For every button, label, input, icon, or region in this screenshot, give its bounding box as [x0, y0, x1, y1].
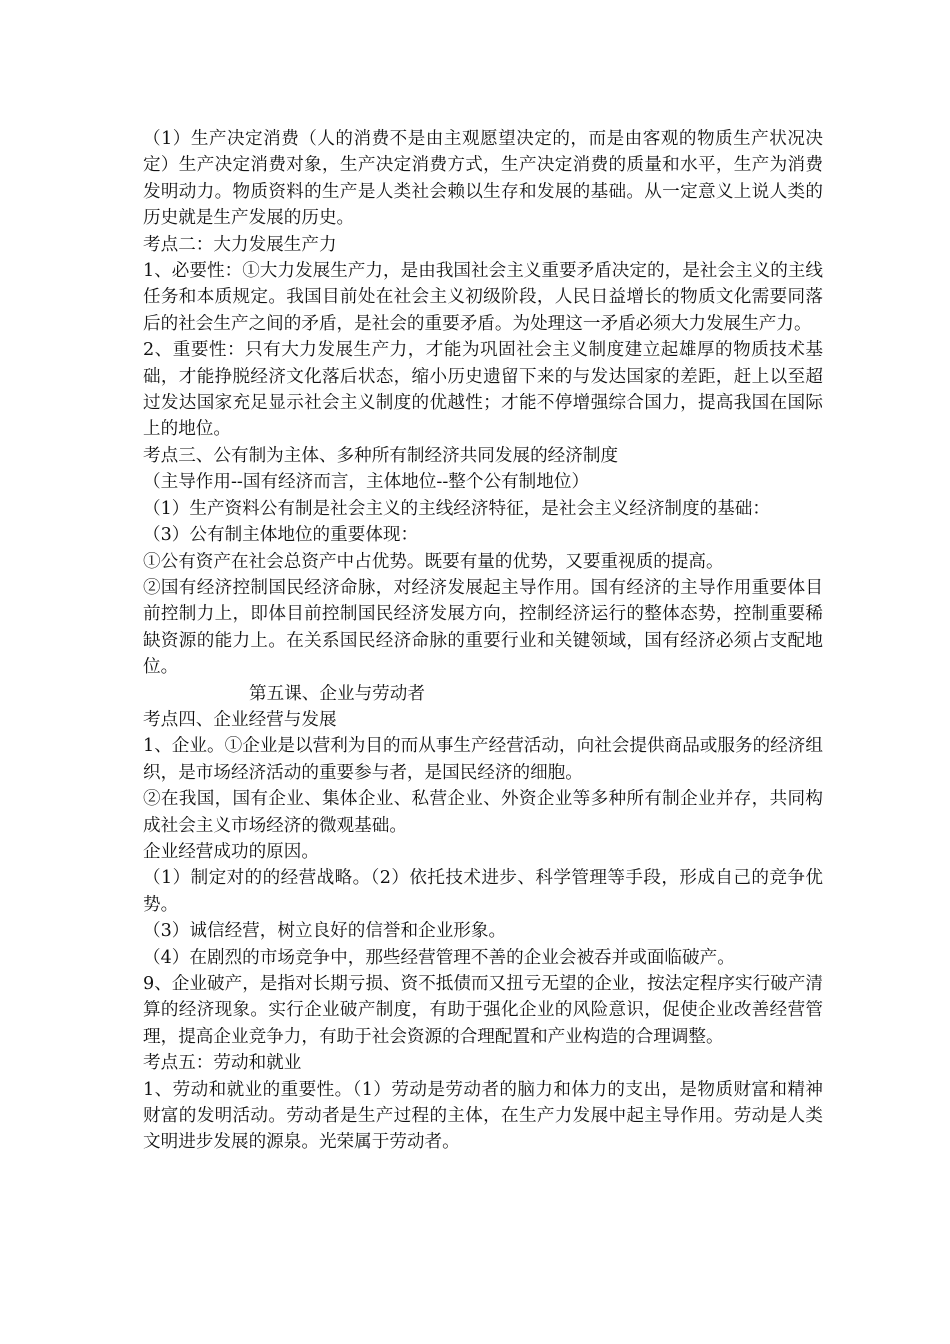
paragraph-production-decides-consumption: （1）生产决定消费（人的消费不是由主观愿望决定的，而是由客观的物质生产状况决定）生产决定消费对象，生产决定消费方式，生产决定消费的质量和水平，生产为消费发明动力。物质资料的生产是人类社会赖以生存和发展的基础。从一定意义上说人类的历史就是生产发展的历史。 [143, 129, 823, 229]
paragraph-bankruptcy: 9、企业破产，是指对长期亏损、资不抵债而又扭亏无望的企业，按法定程序实行破产清算的经济现象。实行企业破产制度，有助于强化企业的风险意识，促使企业改善经营管理，提高企业竞争力，有助于社会资源的合理配置和产业构造的合理调整。 [143, 974, 823, 1047]
paragraph-success-reasons-title: 企业经营成功的原因。 [143, 841, 319, 862]
paragraph-public-assets: ①公有资产在社会总资产中占优势。既要有量的优势，又要重视质的提高。 [143, 551, 724, 572]
document-page [143, 126, 823, 1156]
paragraph-success-reason-1-2: （1）制定对的的经营战略。（2）依托技术进步、科学管理等手段，形成自己的竞争优势。 [143, 868, 823, 915]
paragraph-ownership-forms: ②在我国，国有企业、集体企业、私营企业、外资企业等多种所有制企业并存，共同构成社会主义市场经济的微观基础。 [143, 789, 823, 836]
paragraph-necessity: 1、必要性：①大力发展生产力，是由我国社会主义重要矛盾决定的，是社会主义的主线任务和本质规定。我国目前处在社会主义初级阶段，人民日益增长的物质文化需要同落后的社会生产之间的矛盾，是社会的重要矛盾。为处理这一矛盾必须大力发展生产力。 [143, 261, 823, 334]
heading-point-five: 考点五：劳动和就业 [143, 1053, 302, 1074]
paragraph-importance: 2、重要性：只有大力发展生产力，才能为巩固社会主义制度建立起雄厚的物质技术基础，才能挣脱经济文化落后状态，缩小历史遗留下来的与发达国家的差距，赶上以至超过发达国家充足显示社会主义制度的优越性；才能不停增强综合国力，提高我国在国际上的地位。 [143, 340, 823, 440]
paragraph-dominant-position: （3）公有制主体地位的重要体现： [143, 525, 419, 546]
paragraph-success-reason-4: （4）在剧烈的市场竞争中，那些经营管理不善的企业会被吞并或面临破产。 [143, 947, 735, 968]
paragraph-state-economy: ②国有经济控制国民经济命脉，对经济发展起主导作用。国有经济的主导作用重要体目前控制力上，即体目前控制国民经济发展方向，控制经济运行的整体态势，控制重要稀缺资源的能力上。在关系国民经济命脉的重要行业和关键领域，国有经济必须占支配地位。 [143, 577, 823, 678]
paragraph-success-reason-3: （3）诚信经营，树立良好的信誉和企业形象。 [143, 921, 507, 942]
paragraph-leading-role-note: （主导作用--国有经济而言，主体地位--整个公有制地位） [143, 472, 590, 493]
lesson-title: 第五课、企业与劳动者 [249, 683, 425, 704]
heading-point-two: 考点二：大力发展生产力 [143, 234, 337, 255]
heading-point-four: 考点四、企业经营与发展 [143, 709, 337, 730]
paragraph-public-ownership-basis: （1）生产资料公有制是社会主义的主线经济特征，是社会主义经济制度的基础： [143, 498, 770, 519]
paragraph-labor-importance: 1、劳动和就业的重要性。（1）劳动是劳动者的脑力和体力的支出，是物质财富和精神财富的发明活动。劳动者是生产过程的主体，在生产力发展中起主导作用。劳动是人类文明进步发展的源泉。光荣属于劳动者。 [143, 1079, 823, 1153]
heading-point-three: 考点三、公有制为主体、多种所有制经济共同发展的经济制度 [143, 445, 619, 466]
paragraph-enterprise-definition: 1、企业。①企业是以营利为目的而从事生产经营活动，向社会提供商品或服务的经济组织，是市场经济活动的重要参与者，是国民经济的细胞。 [143, 736, 823, 783]
